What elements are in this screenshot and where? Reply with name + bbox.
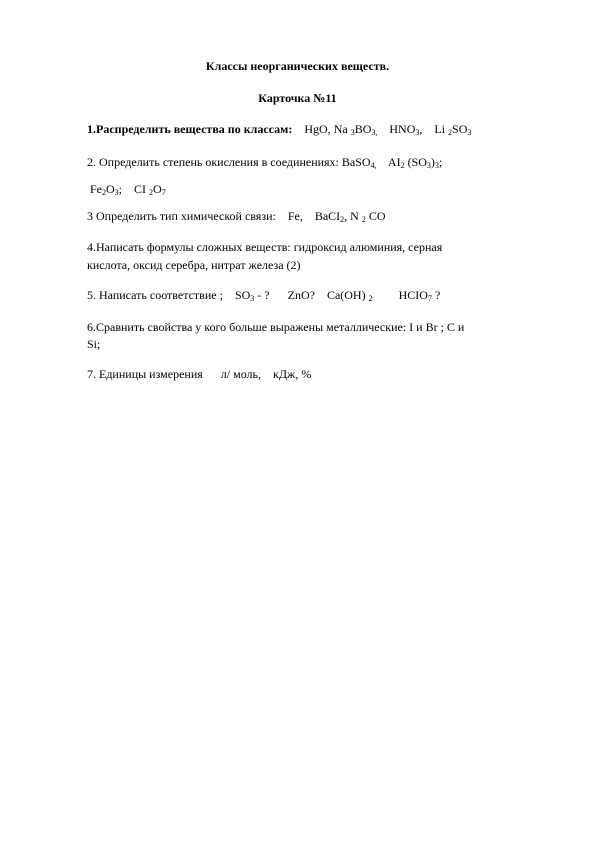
formula-co: CO xyxy=(368,209,386,223)
task-6-line-2: Si; xyxy=(87,337,101,351)
formula-zno: ZnO? xyxy=(287,288,315,302)
task-2-line-2 xyxy=(90,182,166,196)
formula-li2so3: Li $_2SO_3$ xyxy=(434,122,472,137)
task-6-line-1: 6.Сравнить свойства у кого больше выражены металлические: I и Br ; C и xyxy=(87,320,465,334)
task-3 xyxy=(87,209,386,223)
document-title: Классы неорганических веществ. xyxy=(205,59,390,73)
task-7-label: 7. Единицы измерения xyxy=(87,367,203,381)
formula-fe2o3: $Fe_2O_3$; xyxy=(90,182,123,197)
unit-percent: % xyxy=(301,367,312,381)
task-4-line-1: 4.Написать формулы сложных веществ: гидроксид алюминия, серная xyxy=(87,240,443,254)
task-2 xyxy=(87,155,442,169)
formula-caoh2: Ca(OH) $_2$ xyxy=(326,288,373,303)
formula-hno3: $HNO_3$, xyxy=(389,122,423,137)
formula-fe: Fe, xyxy=(287,209,303,223)
formula-n2: N $_2$ xyxy=(350,209,366,224)
formula-baso4: BaSO$_{4,}$ xyxy=(341,155,377,170)
card-number: Карточка №11 xyxy=(258,91,337,105)
formula-na3bo3: Na $_3BO_{3,}$ xyxy=(333,122,378,137)
formula-hgo: HgO, xyxy=(304,122,331,136)
formula-so3: $SO_3$ - ? xyxy=(234,288,270,303)
task-1 xyxy=(87,122,471,136)
unit-kj: кДж, xyxy=(273,367,299,381)
task-3-label: 3 Определить тип химической связи: xyxy=(87,209,276,223)
task-7 xyxy=(87,367,311,381)
task-5 xyxy=(87,288,440,302)
task-2-label: 2. Определить степень окисления в соединениях: xyxy=(87,155,339,169)
task-4-line-2: кислота, оксид серебра, нитрат железа (2) xyxy=(87,258,301,272)
task-5-label: 5. Написать соответствие ; xyxy=(87,288,223,302)
unit-l-per-mol: л/ моль, xyxy=(220,367,262,381)
formula-hclo7: $HCIO_7$ ? xyxy=(398,288,441,303)
formula-al2so43: $AI_2$ $(SO_3)_3$; xyxy=(387,155,443,170)
formula-bacl2: BaCI$_2$, xyxy=(314,209,348,224)
formula-cl2o7: CI $_2O_7$ xyxy=(134,182,166,197)
task-1-label: 1.Распределить вещества по классам: xyxy=(87,122,293,136)
